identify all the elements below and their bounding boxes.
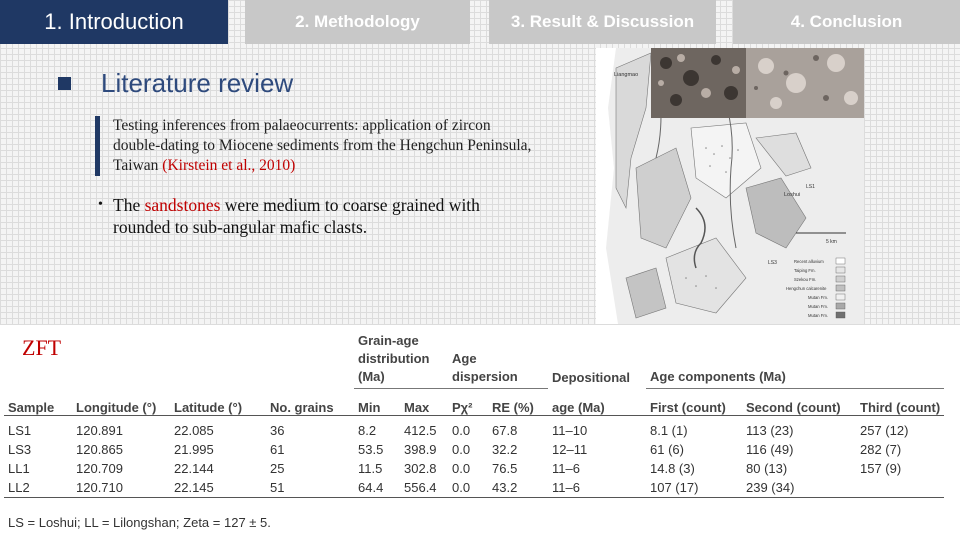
- literature-quote: [95, 116, 533, 176]
- cell-p-chi2: 0.0: [452, 461, 471, 476]
- cell-longitude: 120.865: [76, 442, 123, 457]
- cell-sample: LS1: [8, 423, 32, 438]
- quote-citation: (Kirstein et al., 2010): [162, 157, 296, 174]
- section-tabs: [0, 0, 960, 44]
- cell-longitude: 120.710: [72, 478, 170, 498]
- group-age-dispersion-2: dispersion: [452, 369, 518, 384]
- table-group-header: [4, 332, 944, 389]
- col-re: RE (%): [488, 389, 548, 416]
- cell-depositional-age: 11–6: [548, 478, 646, 498]
- finding-pre: The: [113, 195, 145, 215]
- cell-re: 43.2: [488, 478, 548, 498]
- finding-post: were medium to coarse grained with rounded to sub-angular mafic clasts.: [113, 195, 480, 237]
- legend-taiping: Taiping Fm.: [794, 268, 816, 273]
- tab-conclusion[interactable]: 4. Conclusion: [733, 0, 960, 44]
- cell-no-grains: 61: [270, 442, 285, 457]
- place-label-ls3: LS3: [768, 260, 777, 266]
- group-age-components: Age components (Ma): [650, 369, 786, 384]
- col-second: Second (count): [742, 389, 856, 416]
- cell-sample: LL1: [8, 461, 30, 476]
- cell-max: 398.9: [404, 442, 437, 457]
- legend-hengchun: Hengchun calcarenite: [786, 286, 827, 291]
- cell-re: 76.5: [492, 461, 518, 476]
- cell-min: 64.4: [354, 478, 400, 498]
- col-max: Max: [400, 389, 448, 416]
- cell-second: 239 (34): [742, 478, 856, 498]
- legend-mutan-3: Mutan Fm.: [808, 313, 829, 318]
- cell-p-chi2: 0.0: [448, 478, 488, 498]
- group-age-dispersion-1: Age: [452, 351, 477, 366]
- quote-text: Testing inferences from palaeocurrents: application of zircon double-dating to Miocene sediments from the Hengchun Peninsula, Taiwan: [113, 117, 532, 174]
- cell-sample: LL2: [4, 478, 72, 498]
- cell-min: 53.5: [358, 442, 384, 457]
- cell-latitude: 22.085: [174, 423, 214, 438]
- cell-latitude: 21.995: [174, 442, 214, 457]
- cell-depositional-age: 12–11: [552, 442, 588, 457]
- group-grain-age-2: distribution: [358, 351, 430, 366]
- cell-re: 67.8: [492, 423, 518, 438]
- cell-third: 282 (7): [860, 442, 902, 457]
- zft-label: ZFT: [22, 335, 62, 360]
- table-row: [4, 459, 944, 478]
- legend-mutan-1: Mutan Fm.: [808, 295, 829, 300]
- bullet-dot-icon: •: [98, 197, 103, 212]
- cell-second: 80 (13): [746, 461, 788, 476]
- legend-recent-alluvium: Recent alluvium: [794, 259, 824, 264]
- cell-longitude: 120.709: [76, 461, 123, 476]
- cell-no-grains: 36: [270, 423, 285, 438]
- group-grain-age-3: (Ma): [358, 369, 385, 384]
- table-row: [4, 416, 944, 441]
- cell-longitude: 120.891: [76, 423, 123, 438]
- geological-map: [596, 48, 864, 324]
- group-depositional: Depositional: [552, 369, 631, 385]
- group-grain-age-1: Grain-age: [358, 333, 419, 348]
- cell-no-grains: 25: [270, 461, 285, 476]
- cell-max: 302.8: [404, 461, 437, 476]
- cell-third: 157 (9): [860, 461, 902, 476]
- col-sample: Sample: [4, 389, 72, 416]
- cell-first: 61 (6): [650, 442, 684, 457]
- cell-latitude: 22.145: [170, 478, 266, 498]
- place-label-loshui: Loshui: [784, 192, 801, 198]
- cell-first: 107 (17): [646, 478, 742, 498]
- cell-third: [856, 478, 944, 498]
- col-min: Min: [354, 389, 400, 416]
- col-latitude: Latitude (°): [170, 389, 266, 416]
- cell-p-chi2: 0.0: [452, 442, 471, 457]
- col-first: First (count): [646, 389, 742, 416]
- col-depositional-age: age (Ma): [548, 389, 646, 416]
- cell-p-chi2: 0.0: [452, 423, 471, 438]
- finding-highlight: sandstones: [144, 195, 221, 215]
- cell-second: 116 (49): [746, 442, 794, 457]
- finding-bullet: [98, 194, 538, 238]
- tab-methodology[interactable]: 2. Methodology: [245, 0, 470, 44]
- cell-latitude: 22.144: [174, 461, 214, 476]
- cell-third: 257 (12): [860, 423, 909, 438]
- cell-re: 32.2: [492, 442, 518, 457]
- square-bullet-icon: [58, 77, 71, 90]
- cell-no-grains: 51: [266, 478, 354, 498]
- col-p-chi2: Pχ²: [448, 389, 488, 416]
- section-heading: [58, 68, 293, 99]
- section-title: Literature review: [101, 68, 294, 98]
- zft-data-table: [4, 332, 944, 498]
- tab-introduction[interactable]: 1. Introduction: [0, 0, 228, 44]
- cell-second: 113 (23): [746, 423, 794, 438]
- cell-min: 11.5: [358, 461, 383, 476]
- place-label-liangmao: Liangmao: [614, 72, 639, 78]
- cell-depositional-age: 11–10: [552, 423, 588, 438]
- cell-depositional-age: 11–6: [552, 461, 580, 476]
- tab-result-discussion[interactable]: 3. Result & Discussion: [489, 0, 716, 44]
- cell-min: 8.2: [358, 423, 377, 438]
- legend-mutan-2: Mutan Fm.: [808, 304, 829, 309]
- legend-szekou: Szekou Fm.: [794, 277, 817, 282]
- table-column-header: [4, 389, 944, 416]
- col-third: Third (count): [856, 389, 944, 416]
- cell-max: 556.4: [400, 478, 448, 498]
- col-no-grains: No. grains: [266, 389, 354, 416]
- cell-sample: LS3: [8, 442, 32, 457]
- table-row: [4, 478, 944, 498]
- table-footnote: LS = Loshui; LL = Lilongshan; Zeta = 127 ± 5.: [8, 515, 271, 530]
- cell-max: 412.5: [404, 423, 437, 438]
- cell-first: 8.1 (1): [650, 423, 688, 438]
- place-label-ls1: LS1: [806, 184, 815, 190]
- table-row: [4, 440, 944, 459]
- col-longitude: Longitude (°): [72, 389, 170, 416]
- cell-first: 14.8 (3): [650, 461, 695, 476]
- map-scale: 5 km: [826, 239, 837, 245]
